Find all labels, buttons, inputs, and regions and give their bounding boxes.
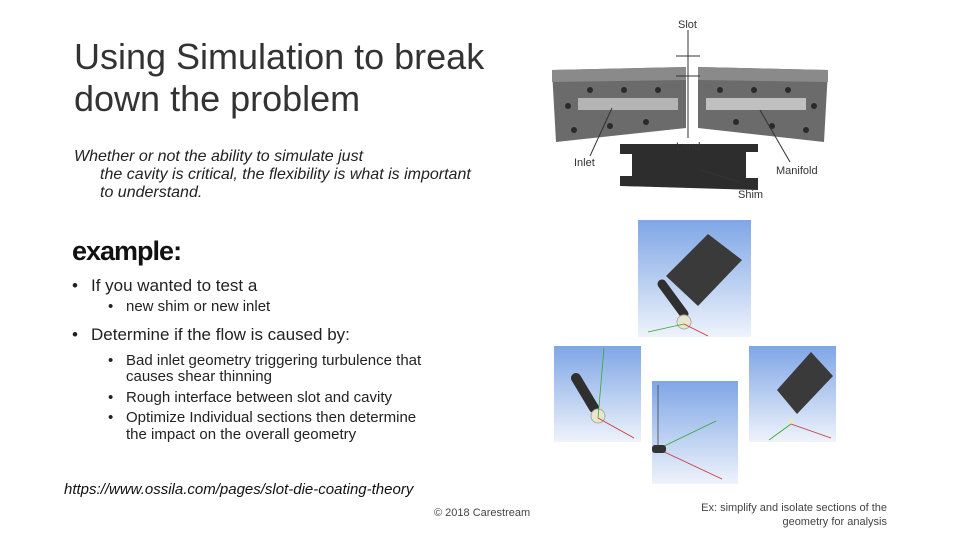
bullet-icon: • <box>108 351 114 369</box>
copyright-text: © 2018 Carestream <box>434 507 531 519</box>
bullet-icon: • <box>72 324 78 344</box>
die-left-cavity <box>578 98 678 110</box>
simulation-panel-manifold <box>749 346 836 442</box>
label-land: Land <box>676 141 701 153</box>
slide-title: Using Simulation to break down the problem <box>74 36 485 119</box>
bullet-item <box>72 276 482 296</box>
simulation-panel-slot <box>652 381 738 484</box>
sub-bullet-text: Bad inlet geometry triggering turbulence that causes shear thinning <box>126 351 422 385</box>
sub-bullet-text: Rough interface between slot and cavity <box>126 388 392 406</box>
intro-paragraph <box>74 148 484 202</box>
die-left-top-face <box>552 67 686 82</box>
sub-bullet-item <box>72 353 438 386</box>
bullet-icon: • <box>72 276 78 295</box>
label-slot: Slot <box>678 19 697 31</box>
bullet-icon: • <box>108 409 114 426</box>
label-shim: Shim <box>738 189 764 201</box>
sub-bullet-text: new shim or new inlet <box>126 298 271 315</box>
simulation-panel-inlet <box>554 346 641 442</box>
slot-part <box>652 445 666 453</box>
sub-bullet-item <box>72 410 418 443</box>
bullet-item <box>72 325 482 345</box>
bullet-icon: • <box>108 388 114 406</box>
sub-bullet-item <box>72 390 488 407</box>
intro-rest: the cavity is critical, the flexibility is what is important to understand. <box>100 166 471 201</box>
die-right-top-face <box>698 67 828 82</box>
slot-die-diagram <box>540 10 860 210</box>
inlet-cap <box>677 315 691 329</box>
bullet-list <box>72 276 482 443</box>
source-url: https://www.ossila.com/pages/slot-die-coating-theory <box>64 481 414 498</box>
simulation-panel-cavity <box>638 220 751 337</box>
label-manifold: Manifold <box>776 165 818 177</box>
sub-bullet-item <box>72 299 482 316</box>
bullet-text: If you wanted to test a <box>91 276 258 295</box>
sub-bullet-text: Optimize Individual sections then determine the impact on the overall geometry <box>126 409 417 443</box>
bullet-icon: • <box>108 298 114 315</box>
figure-caption: Ex: simplify and isolate sections of the geometry for analysis <box>701 502 887 528</box>
label-inlet: Inlet <box>574 157 595 169</box>
bullet-text: Determine if the flow is caused by: <box>91 324 350 344</box>
die-right-manifold <box>706 98 806 110</box>
intro-first-line: Whether or not the ability to simulate just <box>74 148 364 165</box>
example-heading: example: <box>72 236 182 266</box>
